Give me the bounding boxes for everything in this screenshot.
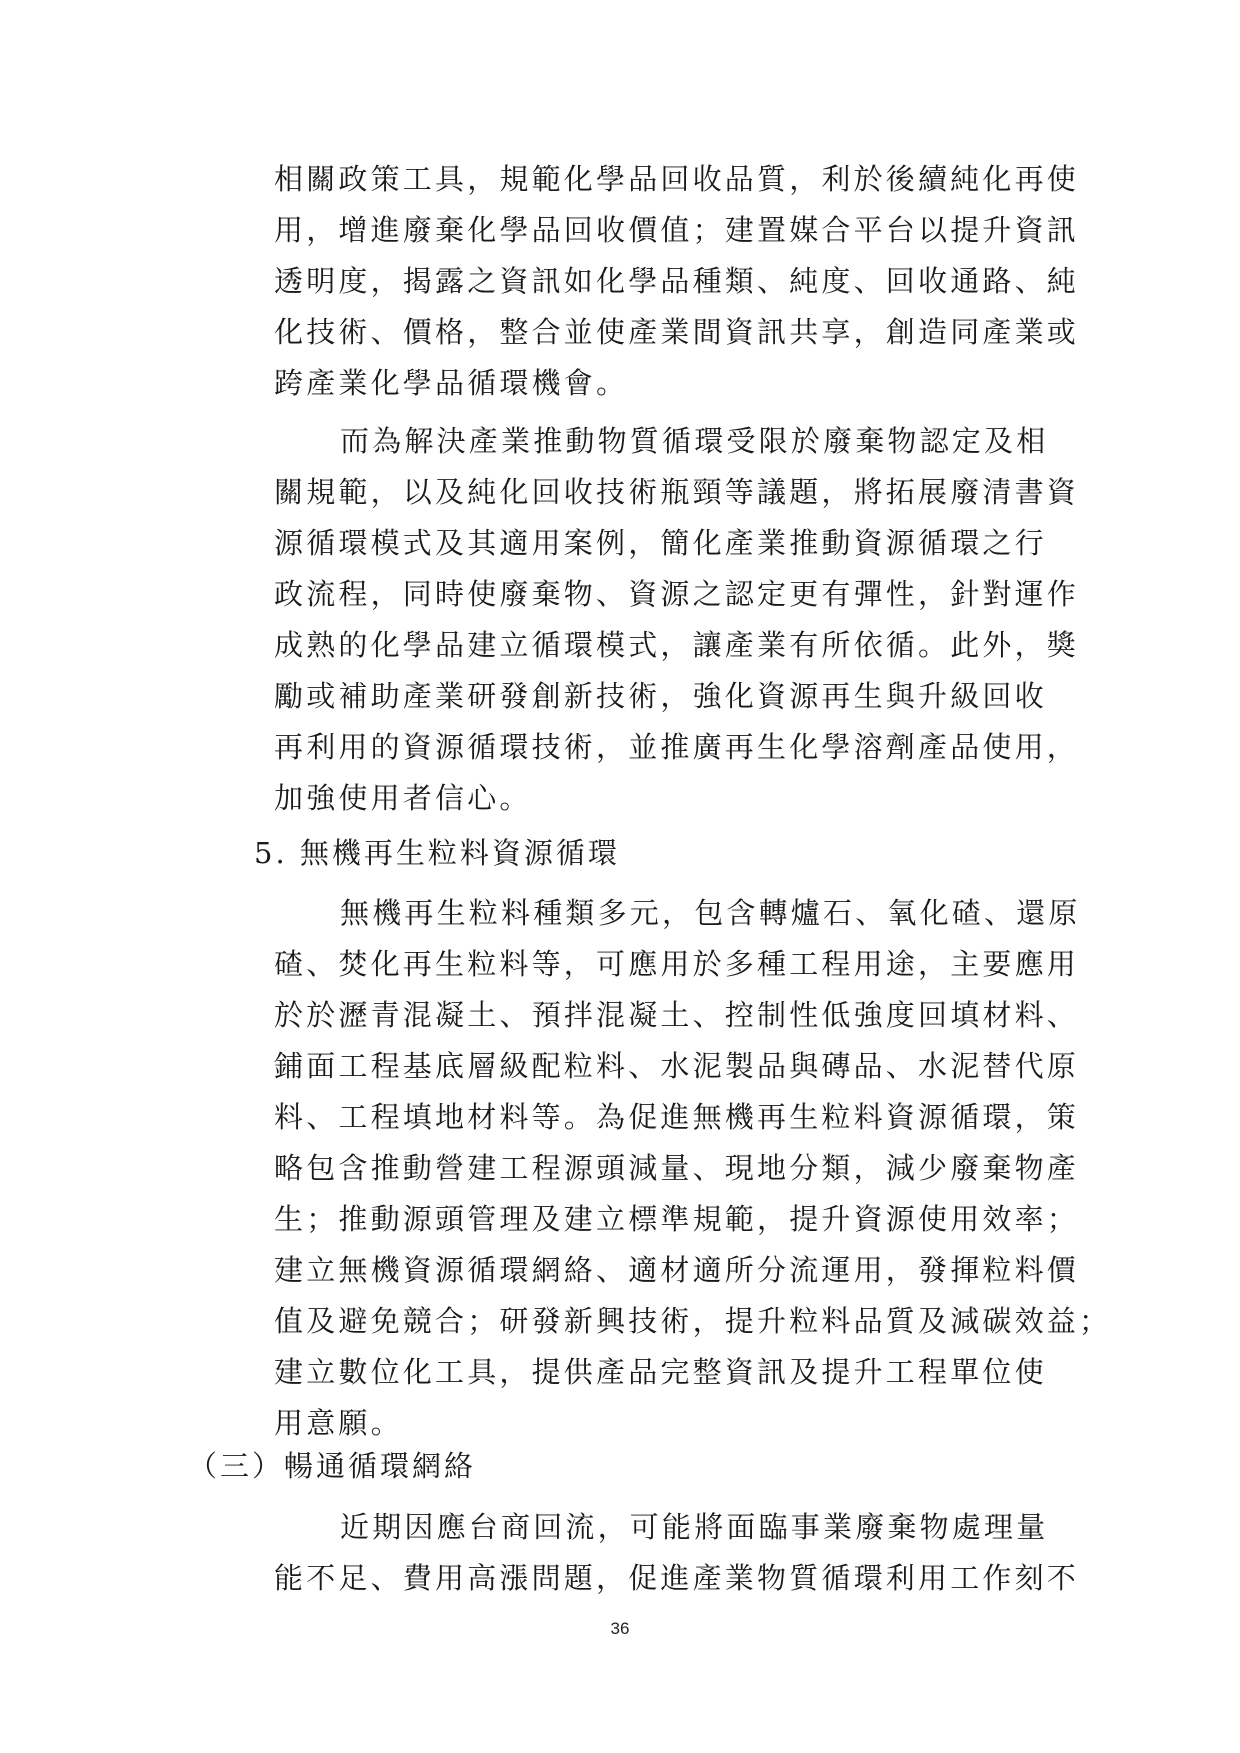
- text-line: 跨產業化學品循環機會。: [274, 366, 629, 400]
- text-line: 勵或補助產業研發創新技術，強化資源再生與升級回收: [274, 679, 1047, 713]
- text-line: 生；推動源頭管理及建立標準規範，提升資源使用效率；: [274, 1202, 1080, 1236]
- text-line: 能不足、費用高漲問題，促進產業物質循環利用工作刻不: [274, 1561, 1080, 1595]
- text-line: 化技術、價格，整合並使產業間資訊共享，創造同產業或: [274, 315, 1080, 349]
- text-line: 建立數位化工具，提供產品完整資訊及提升工程單位使: [274, 1355, 1047, 1389]
- text-line: 建立無機資源循環網絡、適材適所分流運用，發揮粒料價: [274, 1253, 1080, 1287]
- text-line: 透明度，揭露之資訊如化學品種類、純度、回收通路、純: [274, 264, 1080, 298]
- text-line: 而為解決產業推動物質循環受限於廢棄物認定及相: [340, 424, 1049, 458]
- text-line: 用意願。: [274, 1406, 403, 1440]
- heading-section-3: （三）暢通循環網絡: [188, 1449, 477, 1483]
- text-line: 近期因應台商回流，可能將面臨事業廢棄物處理量: [340, 1510, 1049, 1544]
- heading-item-5: 5. 無機再生粒料資源循環: [254, 836, 620, 870]
- paragraph-inorganic-aggregate: [274, 888, 1112, 1449]
- text-line: 用，增進廢棄化學品回收價值；建置媒合平台以提升資訊: [274, 213, 1080, 247]
- page-number: 36: [610, 1619, 630, 1638]
- text-line: 政流程，同時使廢棄物、資源之認定更有彈性，針對運作: [274, 577, 1080, 611]
- text-line: 略包含推動營建工程源頭減量、現地分類，減少廢棄物產: [274, 1151, 1080, 1185]
- text-line: 關規範，以及純化回收技術瓶頸等議題，將拓展廢清書資: [274, 475, 1080, 509]
- text-line: 碴、焚化再生粒料等，可應用於多種工程用途，主要應用: [274, 947, 1080, 981]
- paragraph-circulation-network: [274, 1502, 1084, 1604]
- text-line: 再利用的資源循環技術，並推廣再生化學溶劑產品使用，: [274, 730, 1080, 764]
- text-line: 料、工程填地材料等。為促進無機再生粒料資源循環，策: [274, 1100, 1080, 1134]
- text-line: 於於瀝青混凝土、預拌混凝土、控制性低強度回填材料、: [274, 998, 1080, 1032]
- paragraph-chemical-policy: [274, 154, 1084, 409]
- text-line: 值及避免競合；研發新興技術，提升粒料品質及減碳效益；: [274, 1304, 1112, 1338]
- text-line: 相關政策工具，規範化學品回收品質，利於後續純化再使: [274, 162, 1080, 196]
- text-line: 源循環模式及其適用案例，簡化產業推動資源循環之行: [274, 526, 1047, 560]
- text-line: 成熟的化學品建立循環模式，讓產業有所依循。此外，獎: [274, 628, 1080, 662]
- text-line: 鋪面工程基底層級配粒料、水泥製品與磚品、水泥替代原: [274, 1049, 1080, 1083]
- text-line: 無機再生粒料種類多元，包含轉爐石、氧化碴、還原: [340, 896, 1081, 930]
- paragraph-regulation: [274, 416, 1084, 824]
- text-line: 加強使用者信心。: [274, 781, 532, 815]
